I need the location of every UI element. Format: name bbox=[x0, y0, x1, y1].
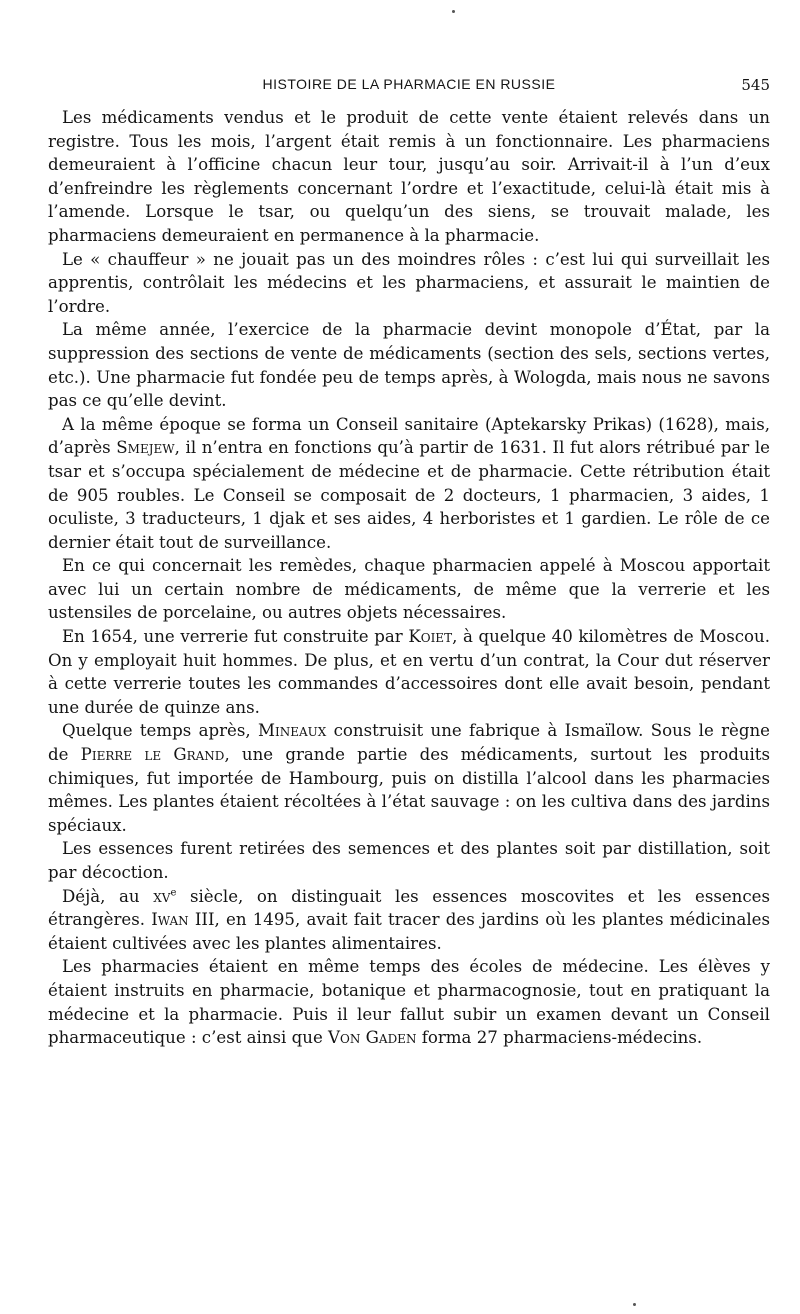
paragraph: Les essences furent retirées des semences et des plantes soit par distillation, soit par décoction. bbox=[48, 839, 770, 882]
person-name: Von Gaden bbox=[328, 1028, 417, 1048]
text-run: Déjà, au bbox=[62, 886, 154, 906]
paragraph: Les médicaments vendus et le produit de cette vente étaient relevés dans un registre. Tous les mois, l’argent était remis à un fonctionnaire. Les pharmaciens demeuraient à l’officine chacun leur tour, jusqu’au soir. Arrivait-il à l’un d’eux d’enfreindre les règlements concernant l’ordre et l’exactitude, celui-là était mis à l’amende. Lorsque le tsar, ou quelqu’un des siens, se trouvait malade, les pharmaciens demeuraient en permanence à la pharmacie. bbox=[48, 108, 770, 245]
paragraph bbox=[48, 955, 770, 1049]
text-run: , à quelque 40 kilomètres de Moscou. On y employait huit hommes. De plus, et en vertu d’un contrat, la Cour dut réserver à cette verrerie toutes les commandes d’accessoires dont elle avait besoin, pendant une durée de quinze ans. bbox=[48, 627, 771, 717]
text-run: , il n’entra en fonctions qu’à partir de 1631. Il fut alors rétribué par le tsar et s’occupa spécialement de médecine et de pharmacie. Cette rétribution était de 905 roubles. Le Conseil se composait de 2 docteurs, 1 pharmacien, 3 aides, 1 oculiste, 3 traducteurs, 1 djak et ses aides, 4 herboristes et 1 gardien. Le rôle de ce dernier était tout de surveillance. bbox=[48, 438, 770, 552]
page-number: 545 bbox=[741, 76, 770, 94]
text-run: construisit une fabrique à Ismaïlow. Sous le règne de bbox=[48, 721, 771, 765]
paragraph: La même année, l’exercice de la pharmacie devint monopole d’État, par la suppression des sections de vente de médicaments (section des sels, sections vertes, etc.). Une pharmacie fut fondée peu de temps après, à Wologda, mais nous ne savons pas ce qu’elle devint. bbox=[48, 320, 770, 411]
paper-speck bbox=[452, 10, 455, 13]
text-run: A la même époque se forma un Conseil sanitaire (Aptekarsky Prikas) (1628), mais, d’après bbox=[48, 414, 770, 458]
person-name: Mineaux bbox=[257, 721, 327, 741]
paragraph bbox=[48, 413, 770, 555]
person-name: Koiet bbox=[408, 627, 453, 647]
paragraph: En ce qui concernait les remèdes, chaque pharmacien appelé à Moscou apportait avec lui un certain nombre de médicaments, de même que la verrerie et les ustensiles de porcelaine, ou autres objets nécessaires. bbox=[48, 556, 770, 623]
paragraph bbox=[48, 625, 770, 719]
text-run: Quelque temps après, bbox=[62, 721, 258, 741]
text-run: En 1654, une verrerie fut construite par bbox=[62, 627, 409, 647]
paragraph bbox=[48, 719, 770, 837]
running-head bbox=[48, 74, 770, 96]
text-run: , une grande partie des médicaments, surtout les produits chimiques, fut importée de Hambourg, puis on distilla l’alcool dans les pharmacies mêmes. Les plantes étaient récoltées à l’état sauvage : on les cultiva dans des jardins spéciaux. bbox=[48, 745, 770, 835]
person-name: Iwan bbox=[151, 910, 189, 930]
body-text bbox=[48, 106, 770, 1050]
century-numeral: xv bbox=[153, 886, 171, 906]
author-name: Smejew bbox=[116, 438, 175, 458]
paragraph: Le « chauffeur » ne jouait pas un des moindres rôles : c’est lui qui surveillait les apprentis, contrôlait les médecins et les pharmaciens, et assurait le maintien de l’ordre. bbox=[48, 249, 770, 316]
paper-speck bbox=[633, 1303, 636, 1306]
text-run: siècle, on distinguait les essences moscovites et les essences étrangères. bbox=[48, 886, 770, 930]
text-run: III, en 1495, avait fait tracer des jardins où les plantes médicinales étaient cultivées avec les plantes alimentaires. bbox=[48, 910, 770, 953]
running-title: HISTOIRE DE LA PHARMACIE EN RUSSIE bbox=[262, 76, 556, 92]
text-run: Les pharmacies étaient en même temps des écoles de médecine. Les élèves y étaient instruits en pharmacie, botanique et pharmacognosie, tout en pratiquant la médecine et la pharmacie. Puis il leur fallut subir un examen devant un Conseil pharmaceutique : c’est ainsi que bbox=[48, 957, 770, 1048]
person-name: Pierre le Grand bbox=[80, 745, 225, 765]
text-run: forma 27 pharmaciens-médecins. bbox=[416, 1028, 703, 1048]
century-superscript: e bbox=[170, 887, 177, 899]
paragraph bbox=[48, 885, 770, 956]
